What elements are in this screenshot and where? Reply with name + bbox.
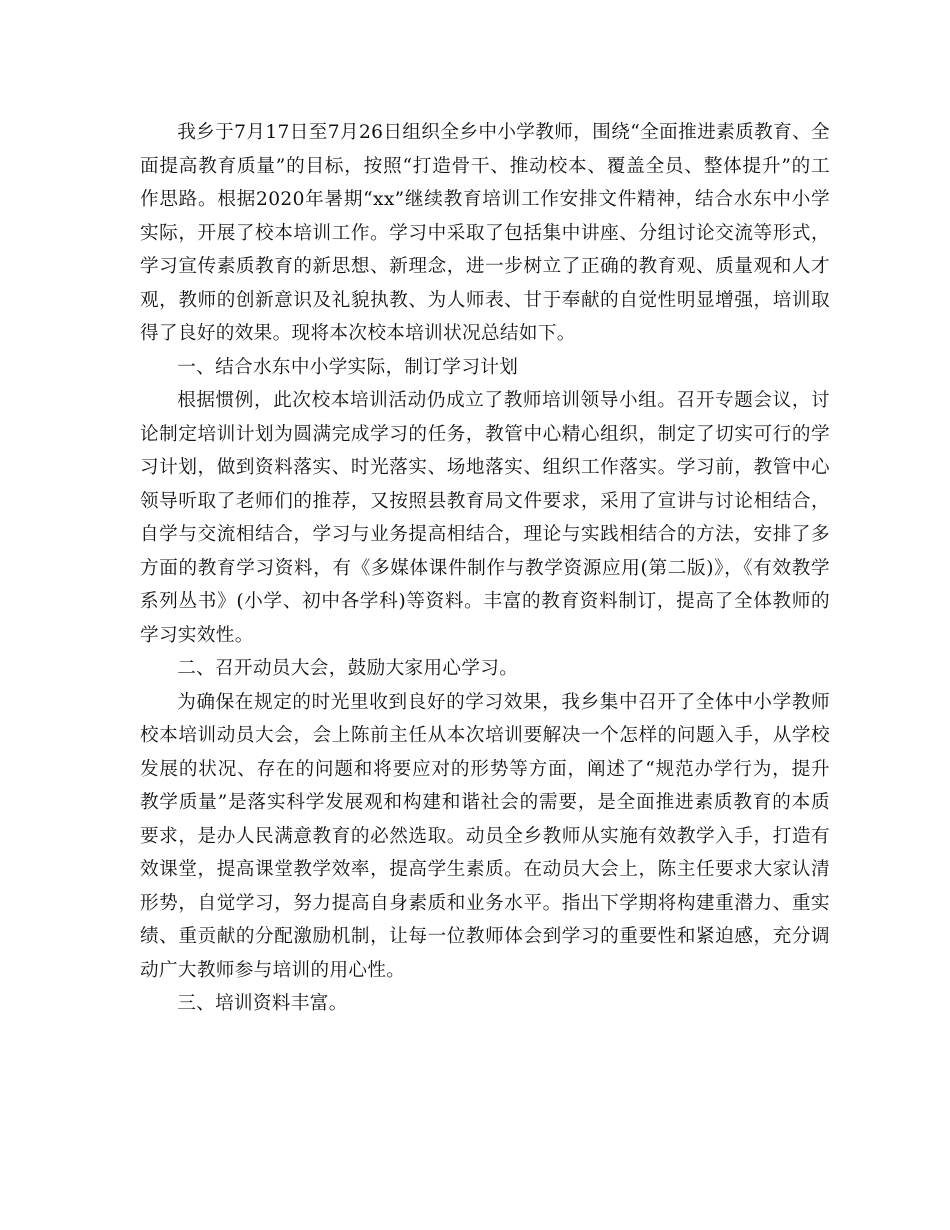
section-heading-1: 一、结合水东中小学实际，制订学习计划 bbox=[177, 356, 519, 378]
section-heading-2: 二、召开动员大会，鼓励大家用心学习。 bbox=[177, 658, 519, 679]
section-heading-3: 三、培训资料丰富。 bbox=[177, 993, 348, 1014]
section-2-paragraph: 为确保在规定的时光里收到良好的学习效果，我乡集中召开了全体中小学教师校本培训动员大会，会上陈前主任从本次培训要解决一个怎样的问题入手，从学校发展的状况、存在的问题和将要应对的形势等方面，阐述了“规范办学行为，提升教学质量”是落实科学发展观和构建和谐社会的需要，是全面推进素质教育的本质要求，是办人民满意教育的必然选取。动员全乡教师从实施有效教学入手，打造有效课堂，提高课堂教学效率，提高学生素质。在动员大会上，陈主任要求大家认清形势，自觉学习，努力提高自身素质和业务水平。指出下学期将构建重潜力、重实绩、重贡献的分配激励机制，让每一位教师体会到学习的重要性和紧迫感，充分调动广大教师参与培训的用心性。 bbox=[140, 691, 830, 981]
intro-paragraph: 我乡于7月17日至7月26日组织全乡中小学教师，围绕“全面推进素质教育、全面提高教育质量”的目标，按照“打造骨干、推动校本、覆盖全员、整体提升”的工作思路。根据2020年暑期“xx”继续教育培训工作安排文件精神，结合水东中小学实际，开展了校本培训工作。学习中采取了包括集中讲座、分组讨论交流等形式，学习宣传素质教育的新思想、新理念，进一步树立了正确的教育观、质量观和人才观，教师的创新意识及礼貌执教、为人师表、甘于奉献的自觉性明显增强，培训取得了良好的效果。现将本次校本培训状况总结如下。 bbox=[140, 122, 830, 344]
section-1-paragraph: 根据惯例，此次校本培训活动仍成立了教师培训领导小组。召开专题会议，讨论制定培训计划为圆满完成学习的任务，教管中心精心组织，制定了切实可行的学习计划，做到资料落实、时光落实、场地落实、组织工作落实。学习前，教管中心领导听取了老师们的推荐，又按照县教育局文件要求，采用了宣讲与讨论相结合，自学与交流相结合，学习与业务提高相结合，理论与实践相结合的方法，安排了多方面的教育学习资料，有《多媒体课件制作与教学资源应用(第二版)》，《有效教学系列丛书》(小学、初中各学科)等资料。丰富的教育资料制订，提高了全体教师的学习实效性。 bbox=[140, 390, 830, 646]
document-body bbox=[140, 116, 830, 1021]
